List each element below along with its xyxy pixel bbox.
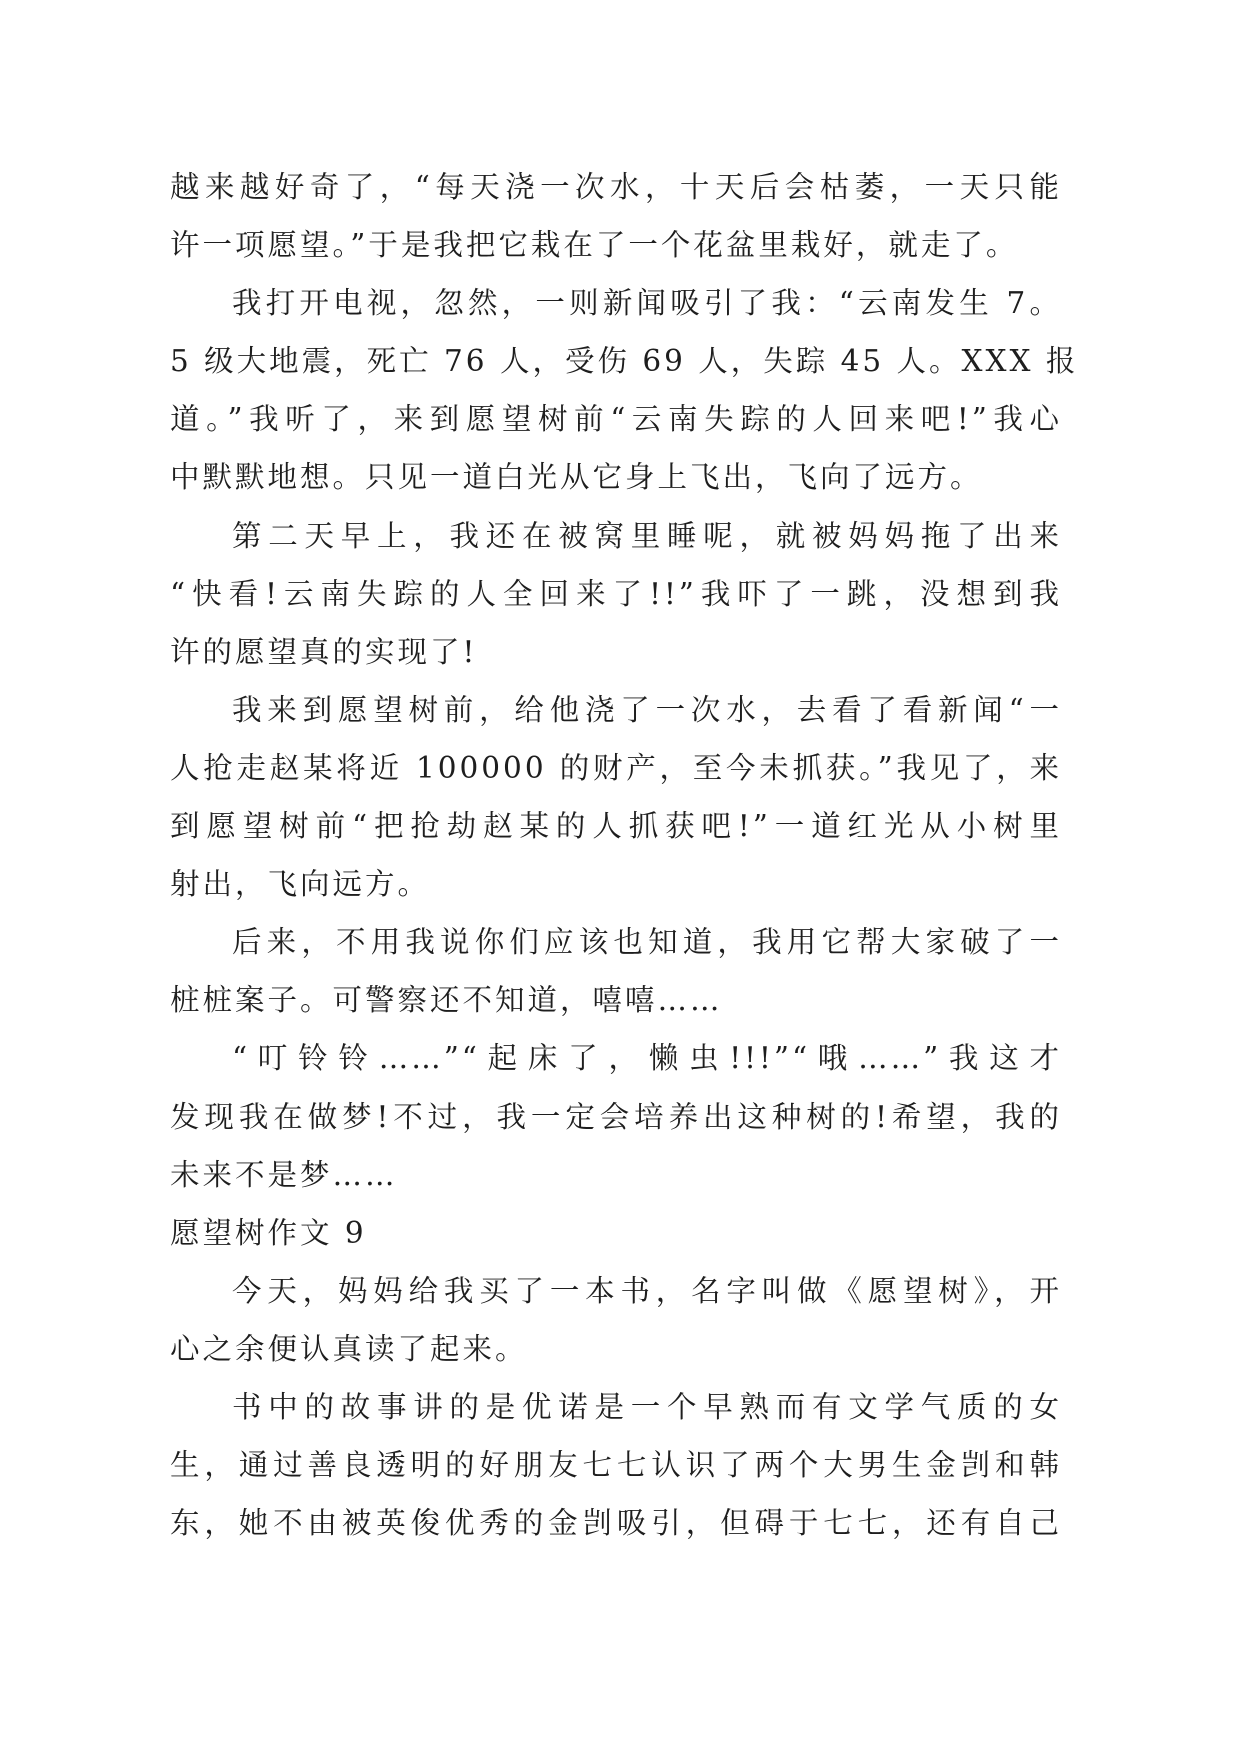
text-line: 我打开电视，忽然，一则新闻吸引了我：“云南发生 7。 bbox=[232, 286, 1062, 321]
paragraph bbox=[170, 274, 1079, 506]
text-line: 人抢走赵某将近 100000 的财产，至今未抓获。”我见了，来 bbox=[170, 750, 1062, 785]
paragraph-continued bbox=[170, 158, 1062, 274]
text-line: 今天，妈妈给我买了一本书，名字叫做《愿望树》，开 bbox=[232, 1273, 1062, 1308]
paragraph bbox=[170, 681, 1062, 913]
section-heading: 愿望树作文 9 bbox=[170, 1215, 367, 1250]
text-line: 发现我在做梦!不过，我一定会培养出这种树的!希望，我的 bbox=[170, 1099, 1062, 1134]
paragraph bbox=[170, 913, 1062, 1029]
paragraph bbox=[170, 1029, 1062, 1203]
text-line: 东，她不由被英俊优秀的金剀吸引，但碍于七七，还有自己 bbox=[170, 1506, 1062, 1541]
text-line: 书中的故事讲的是优诺是一个早熟而有文学气质的女 bbox=[232, 1389, 1062, 1424]
text-line: 中默默地想。只见一道白光从它身上飞出，飞向了远方。 bbox=[170, 460, 983, 495]
text-line: 许的愿望真的实现了! bbox=[170, 634, 478, 669]
text-line: 道。”我听了，来到愿望树前“云南失踪的人回来吧!”我心 bbox=[170, 402, 1062, 437]
paragraph bbox=[170, 507, 1062, 681]
text-line: 心之余便认真读了起来。 bbox=[170, 1331, 528, 1366]
text-line: 5 级大地震，死亡 76 人，受伤 69 人，失踪 45 人。XXX 报 bbox=[170, 344, 1079, 379]
document-body bbox=[170, 158, 1079, 1552]
text-line: 我来到愿望树前，给他浇了一次水，去看了看新闻“一 bbox=[232, 692, 1062, 727]
text-line: 生，通过善良透明的好朋友七七认识了两个大男生金剀和韩 bbox=[170, 1448, 1062, 1483]
text-line: 到愿望树前“把抢劫赵某的人抓获吧!”一道红光从小树里 bbox=[170, 809, 1062, 844]
text-line: 桩桩案子。可警察还不知道，嘻嘻…… bbox=[170, 983, 723, 1018]
text-line: “快看!云南失踪的人全回来了!!”我吓了一跳，没想到我 bbox=[170, 576, 1062, 611]
text-line: 许一项愿望。”于是我把它栽在了一个花盆里栽好，就走了。 bbox=[170, 228, 1019, 263]
text-line: 未来不是梦…… bbox=[170, 1157, 398, 1192]
text-line: 后来，不用我说你们应该也知道，我用它帮大家破了一 bbox=[232, 925, 1062, 960]
text-line: 射出，飞向远方。 bbox=[170, 867, 431, 902]
paragraph bbox=[170, 1378, 1062, 1552]
text-line: “叮铃铃……”“起床了，懒虫!!!”“哦……”我这才 bbox=[232, 1041, 1062, 1076]
text-line: 越来越好奇了，“每天浇一次水，十天后会枯萎，一天只能 bbox=[170, 170, 1062, 204]
text-line: 第二天早上，我还在被窝里睡呢，就被妈妈拖了出来 bbox=[232, 518, 1062, 553]
paragraph bbox=[170, 1262, 1062, 1378]
